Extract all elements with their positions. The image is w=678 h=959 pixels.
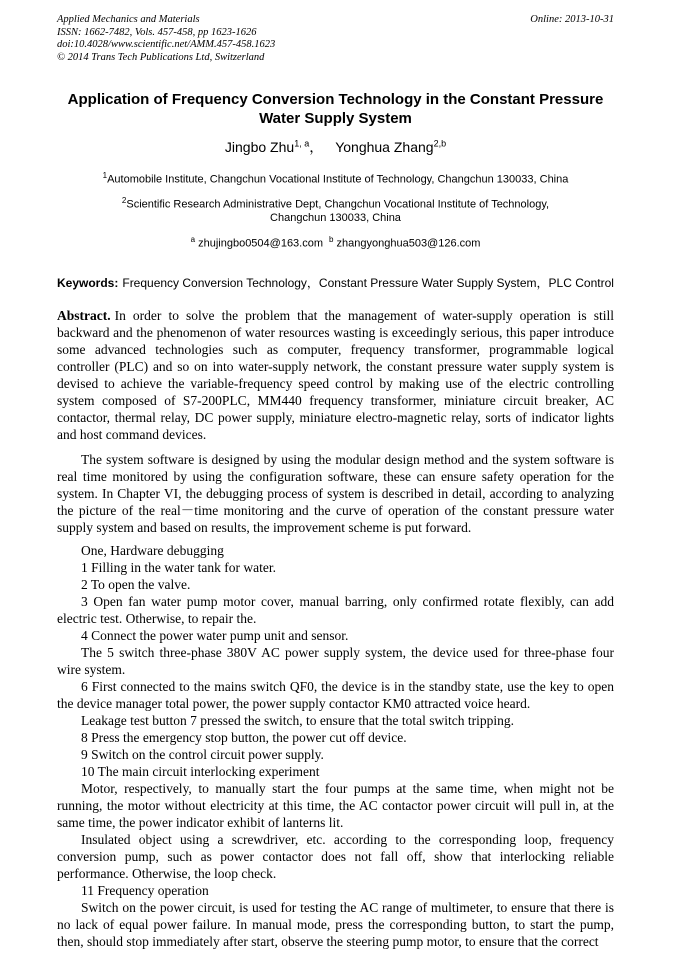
affiliation-1-text: Automobile Institute, Changchun Vocational Institute of Technology, Changchun 130033, China <box>107 173 569 186</box>
paper-title: Application of Frequency Conversion Technology in the Constant Pressure Water Supply System <box>67 91 604 127</box>
journal-title: Applied Mechanics and Materials <box>57 14 200 25</box>
paragraph-hardware-debugging-heading: One, Hardware debugging <box>81 543 224 559</box>
authors-separator: ， <box>309 139 324 155</box>
paragraph-step-7: Leakage test button 7 pressed the switch, to ensure that the total switch tripping. <box>81 713 515 729</box>
keywords-label: Keywords: <box>57 275 119 290</box>
affiliation-1 <box>57 169 614 187</box>
affiliation-1-mark: 1 <box>102 171 108 180</box>
journal-info-block <box>57 14 275 64</box>
paragraph-step-1: 1 Filling in the water tank for water. <box>81 560 276 576</box>
paragraph-step-5: The 5 switch three-phase 380V AC power supply system, the device used for three-phase four wire system. <box>57 645 614 678</box>
abstract-text: In order to solve the problem that the management of water-supply operation is still backward and the phenomenon of water resources wasting is exceedingly serious, this paper introduce some advanced technologies such as computer, frequency transformer, programmable logical controller (PLC) and so on into water-supply network, the constant pressure water supply system is devised to achieve the variable-frequency speed control by making use of the electric controlling system composed of S7-200PLC, MM440 frequency transformer, miniature circuit breaker, AC contactor, thermal relay, DC power supply, miniature electro-magnetic relay, sorts of indicator lights and host command devices. <box>57 308 614 443</box>
paragraph-insulated-object: Insulated object using a screwdriver, etc. according to the corresponding loop, frequency conversion pump, such as power contactor does not fall off, show that interlocking reliable performance. Otherwise, the loop check. <box>57 832 614 882</box>
affiliation-2 <box>101 194 571 226</box>
abstract-label: Abstract. <box>57 308 111 324</box>
journal-copyright-line: © 2014 Trans Tech Publications Ltd, Switzerland <box>57 51 265 63</box>
paragraph-step-3: 3 Open fan water pump motor cover, manual barring, only confirmed rotate flexibly, can add electric test. Otherwise, to repair the. <box>57 594 614 627</box>
keywords-text: Frequency Conversion Technology，Constant Pressure Water Supply System，PLC Control <box>122 275 614 290</box>
paragraph-system-software: The system software is designed by using the modular design method and the system software is real time monitored by using the configuration software, these can ensure safety operation for the system. In Chapter VI, the debugging process of system is described in detail, according to analyzing the picture of the real－time monitoring and the curve of operation of the constant pressure water supply system and based on results, the improvement scheme is put forward. <box>57 452 614 536</box>
keywords-block <box>57 276 614 292</box>
paragraph-step-2: 2 To open the valve. <box>81 577 191 593</box>
journal-doi-line: doi:10.4028/www.scientific.net/AMM.457-458.1623 <box>57 39 276 50</box>
affiliation-2-text: Scientific Research Administrative Dept, Changchun Vocational Institute of Technology, Changchun 130033, China <box>126 198 550 225</box>
email-a-mark: a <box>190 235 196 245</box>
author-emails-line <box>57 235 614 250</box>
paragraph-step-10: 10 The main circuit interlocking experiment <box>81 764 320 780</box>
authors-line <box>57 137 614 157</box>
author-1-name: Jingbo Zhu <box>224 139 295 155</box>
email-b: zhangyonghua503@126.com <box>336 237 481 250</box>
author-2-affil-marks: 2,b <box>433 138 447 149</box>
affiliation-2-mark: 2 <box>121 195 127 205</box>
paragraph-step-4: 4 Connect the power water pump unit and sensor. <box>81 628 349 644</box>
paragraph-motor-experiment: Motor, respectively, to manually start the four pumps at the same time, when might not be running, the motor without electricity at this time, the AC contactor power circuit will pull in, at the same time, the power indicator exhibit of lanterns lit. <box>57 781 614 831</box>
online-date: Online: 2013-10-31 <box>530 14 614 25</box>
paragraph-step-8: 8 Press the emergency stop button, the power cut off device. <box>81 730 407 746</box>
paragraph-step-9: 9 Switch on the control circuit power supply. <box>81 747 324 763</box>
author-2-name: Yonghua Zhang <box>335 139 434 155</box>
paragraph-frequency-operation: Switch on the power circuit, is used for testing the AC range of multimeter, to ensure that there is no lack of equal power failure. In manual mode, press the corresponding button, to start the pump, then, should stop immediately after start, observe the steering pump motor, to ensure that the correct <box>57 900 614 950</box>
author-1-affil-marks: 1, a <box>294 138 310 149</box>
journal-issn-line: ISSN: 1662-7482, Vols. 457-458, pp 1623-1626 <box>57 26 257 38</box>
email-b-mark: b <box>329 235 334 245</box>
abstract-paragraph <box>57 307 614 443</box>
journal-header <box>57 14 614 64</box>
paragraph-step-11: 11 Frequency operation <box>81 883 209 899</box>
paragraph-step-6: 6 First connected to the mains switch QF0, the device is in the standby state, use the key to open the device manager total power, the power supply contactor KM0 attracted voice heard. <box>57 679 614 712</box>
email-a: zhujingbo0504@163.com <box>198 237 324 250</box>
